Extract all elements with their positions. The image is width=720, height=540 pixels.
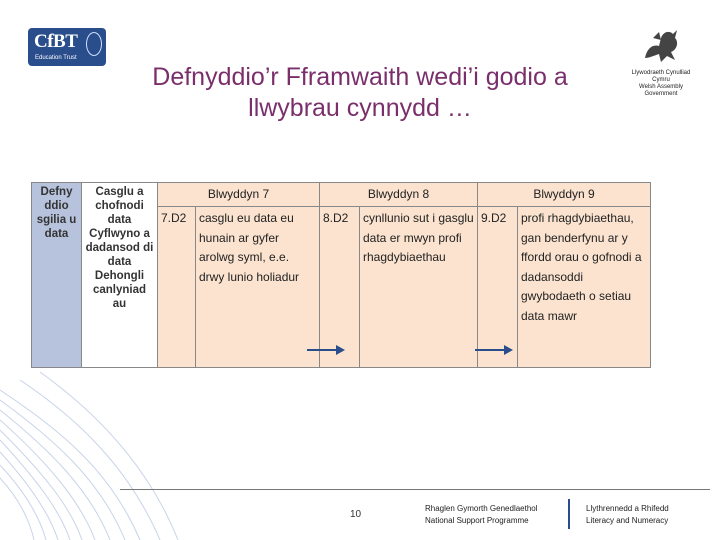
footer-framework-cy: Llythrennedd a Rhifedd <box>586 504 669 513</box>
year-8-code: 8.D2 <box>320 207 360 368</box>
year-7-code: 7.D2 <box>158 207 196 368</box>
arrow-right-icon <box>474 343 514 357</box>
welsh-assembly-logo <box>628 24 694 97</box>
skill-label: Defny ddio sgilia u data <box>36 186 77 240</box>
slide-title <box>100 62 620 124</box>
welsh-dragon-icon <box>639 24 683 66</box>
page-number: 10 <box>350 509 362 520</box>
skill-description-cell <box>82 183 158 368</box>
year-9-text: profi rhagdybiaethau, gan benderfynu ar y ffordd orau o gofnodi a dadansoddi gwybodaeth o setiau data mawr <box>518 207 651 368</box>
table-header-row <box>32 183 651 207</box>
header-year-9: Blwyddyn 9 <box>478 183 651 207</box>
year-7-text: casglu eu data eu hunain ar gyfer arolwg syml, e.e. drwy lunio holiadur <box>196 207 320 368</box>
globe-icon <box>86 32 102 56</box>
skill-label-cell <box>32 183 82 368</box>
wag-text-cy: Llywodraeth Cynulliad Cymru <box>631 70 691 83</box>
title-line-2: llwybrau cynnydd … <box>248 94 472 122</box>
footer-programme-en: National Support Programme <box>425 516 529 525</box>
footer-programme <box>425 503 538 527</box>
footer-framework <box>586 503 669 527</box>
cfbt-logo-text: CfBT <box>34 31 78 52</box>
arrow-right-icon <box>306 343 346 357</box>
footer-framework-en: Literacy and Numeracy <box>586 516 669 525</box>
title-line-1: Defnyddio’r Fframwaith wedi’i godio a <box>152 63 568 91</box>
wag-text-en: Welsh Assembly Government <box>639 84 683 97</box>
year-8-text: cynllunio sut i gasglu data er mwyn profi rhagdybiaethau <box>360 207 478 368</box>
footer-programme-cy: Rhaglen Gymorth Genedlaethol <box>425 504 538 513</box>
footer-divider <box>120 489 710 490</box>
year-9-code: 9.D2 <box>478 207 518 368</box>
footer-separator <box>568 499 570 529</box>
cfbt-logo <box>28 28 106 66</box>
framework-table <box>31 182 651 368</box>
skill-description: Casglu a chofnodi data Cyflwyno a dadansod di data Dehongli canlyniad au <box>85 186 154 310</box>
cfbt-logo-subtext: Education Trust <box>35 55 77 61</box>
header-year-8: Blwyddyn 8 <box>320 183 478 207</box>
header-year-7: Blwyddyn 7 <box>158 183 320 207</box>
